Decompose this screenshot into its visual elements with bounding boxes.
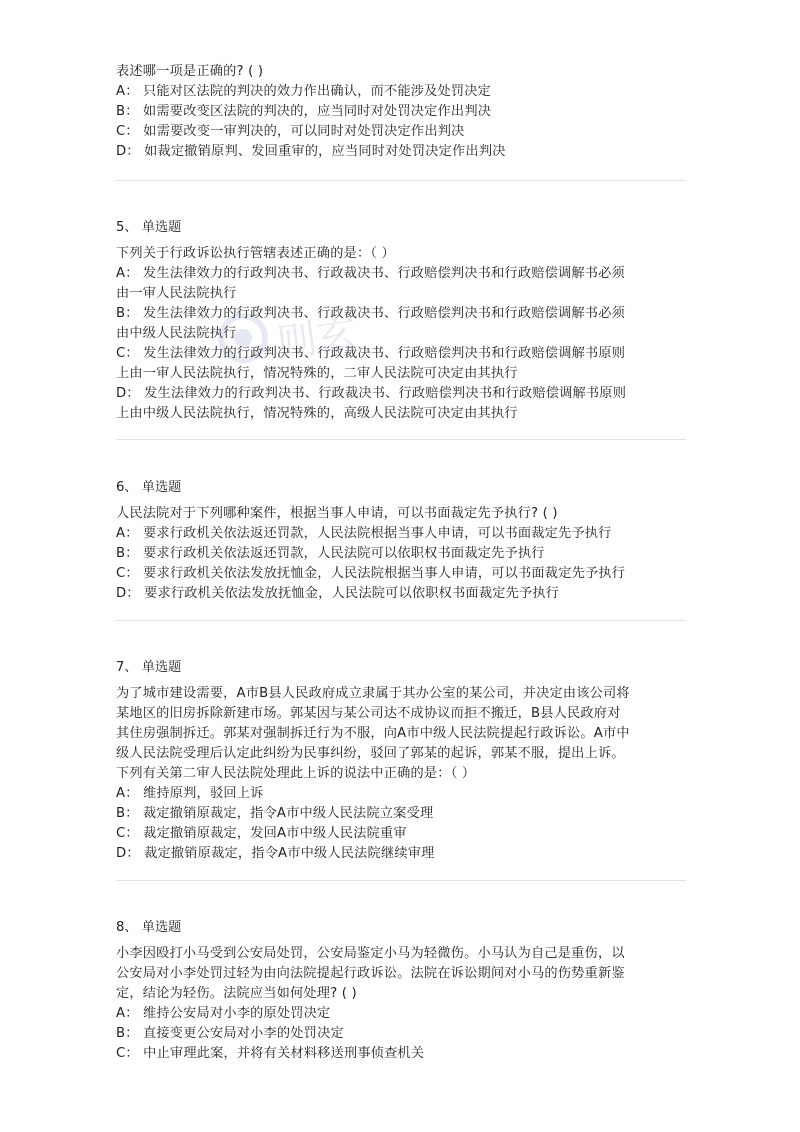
question-4-tail — [116, 62, 686, 162]
question-7 — [116, 658, 686, 864]
divider — [116, 180, 686, 181]
question-stem-line: 下列有关第二审人民法院处理此上诉的说法中正确的是：（ ） — [116, 766, 476, 781]
divider — [116, 620, 686, 621]
divider — [116, 439, 686, 440]
option-c: C： 如需要改变一审判决的，可以同时对处罚决定作出判决 — [116, 124, 465, 139]
question-stem: 表述哪一项是正确的? ( ) — [116, 64, 264, 79]
question-header: 8、 单选题 — [116, 920, 182, 935]
option-a-cont: 由一审人民法院执行 — [116, 286, 237, 301]
question-6 — [116, 478, 686, 604]
question-stem: 下列关于行政诉讼执行管辖表述正确的是：（ ） — [116, 246, 395, 261]
question-stem-line: 其住房强制拆迁。郭某对强制拆迁行为不服，向A市中级人民法院提起行政诉讼。A市中 — [116, 726, 630, 741]
divider — [116, 880, 686, 881]
question-stem: 人民法院对于下列哪种案件，根据当事人申请，可以书面裁定先予执行? ( ) — [116, 506, 558, 521]
option-a: A： 只能对区法院的判决的效力作出确认，而不能涉及处罚决定 — [116, 84, 492, 99]
option-c: C： 裁定撤销原裁定，发回A市中级人民法院重审 — [116, 826, 407, 841]
option-b: B： 如需要改变区法院的判决的，应当同时对处罚决定作出判决 — [116, 104, 492, 119]
option-b: B： 发生法律效力的行政判决书、行政裁决书、行政赔偿判决书和行政赔偿调解书必须 — [116, 306, 625, 321]
question-8 — [116, 918, 686, 1064]
question-header: 5、 单选题 — [116, 220, 182, 235]
question-header: 6、 单选题 — [116, 480, 182, 495]
question-stem-line: 小李因殴打小马受到公安局处罚，公安局鉴定小马为轻微伤。小马认为自己是重伤，以 — [116, 946, 625, 961]
question-stem-line: 定，结论为轻伤。法院应当如何处理? ( ) — [116, 986, 357, 1001]
option-a: A： 维持原判，驳回上诉 — [116, 786, 264, 801]
option-c: C： 要求行政机关依法发放抚恤金，人民法院根据当事人申请，可以书面裁定先予执行 — [116, 566, 626, 581]
option-d: D： 要求行政机关依法发放抚恤金，人民法院可以依职权书面裁定先予执行 — [116, 586, 560, 601]
question-stem-line: 某地区的旧房拆除新建市场。郭某因与某公司达不成协议而拒不搬迁，B县人民政府对 — [116, 706, 621, 721]
question-stem-line: 级人民法院受理后认定此纠纷为民事纠纷，驳回了郭某的起诉，郭某不服，提出上诉。 — [116, 746, 625, 761]
option-b: B： 要求行政机关依法返还罚款，人民法院可以依职权书面裁定先予执行 — [116, 546, 545, 561]
question-header: 7、 单选题 — [116, 660, 182, 675]
option-d: D： 发生法律效力的行政判决书、行政裁决书、行政赔偿判决书和行政赔偿调解书原则 — [116, 386, 627, 401]
option-b: B： 直接变更公安局对小李的处罚决定 — [116, 1026, 344, 1041]
option-c: C： 发生法律效力的行政判决书、行政裁决书、行政赔偿判决书和行政赔偿调解书原则 — [116, 346, 626, 361]
question-5 — [116, 218, 686, 424]
option-d-cont: 上由中级人民法院执行，情况特殊的，高级人民法院可决定由其执行 — [116, 406, 518, 421]
option-a: A： 维持公安局对小李的原处罚决定 — [116, 1006, 331, 1021]
option-a: A： 发生法律效力的行政判决书、行政裁决书、行政赔偿判决书和行政赔偿调解书必须 — [116, 266, 625, 281]
option-b: B： 裁定撤销原裁定，指令A市中级人民法院立案受理 — [116, 806, 434, 821]
option-d: D： 如裁定撤销原判、发回重审的，应当同时对处罚决定作出判决 — [116, 144, 506, 159]
question-stem-line: 为了城市建设需要，A市B县人民政府成立隶属于其办公室的某公司，并决定由该公司将 — [116, 686, 630, 701]
svg-text:则玄: 则玄 — [274, 310, 360, 368]
option-c-cont: 上由一审人民法院执行，情况特殊的，二审人民法院可决定由其执行 — [116, 366, 518, 381]
option-b-cont: 由中级人民法院执行 — [116, 326, 237, 341]
option-d: D： 裁定撤销原裁定，指令A市中级人民法院继续审理 — [116, 846, 435, 861]
option-c: C： 中止审理此案，并将有关材料移送刑事侦查机关 — [116, 1046, 425, 1061]
option-a: A： 要求行政机关依法返还罚款，人民法院根据当事人申请，可以书面裁定先予执行 — [116, 526, 612, 541]
question-stem-line: 公安局对小李处罚过轻为由向法院提起行政诉讼。法院在诉讼期间对小马的伤势重新鉴 — [116, 966, 625, 981]
